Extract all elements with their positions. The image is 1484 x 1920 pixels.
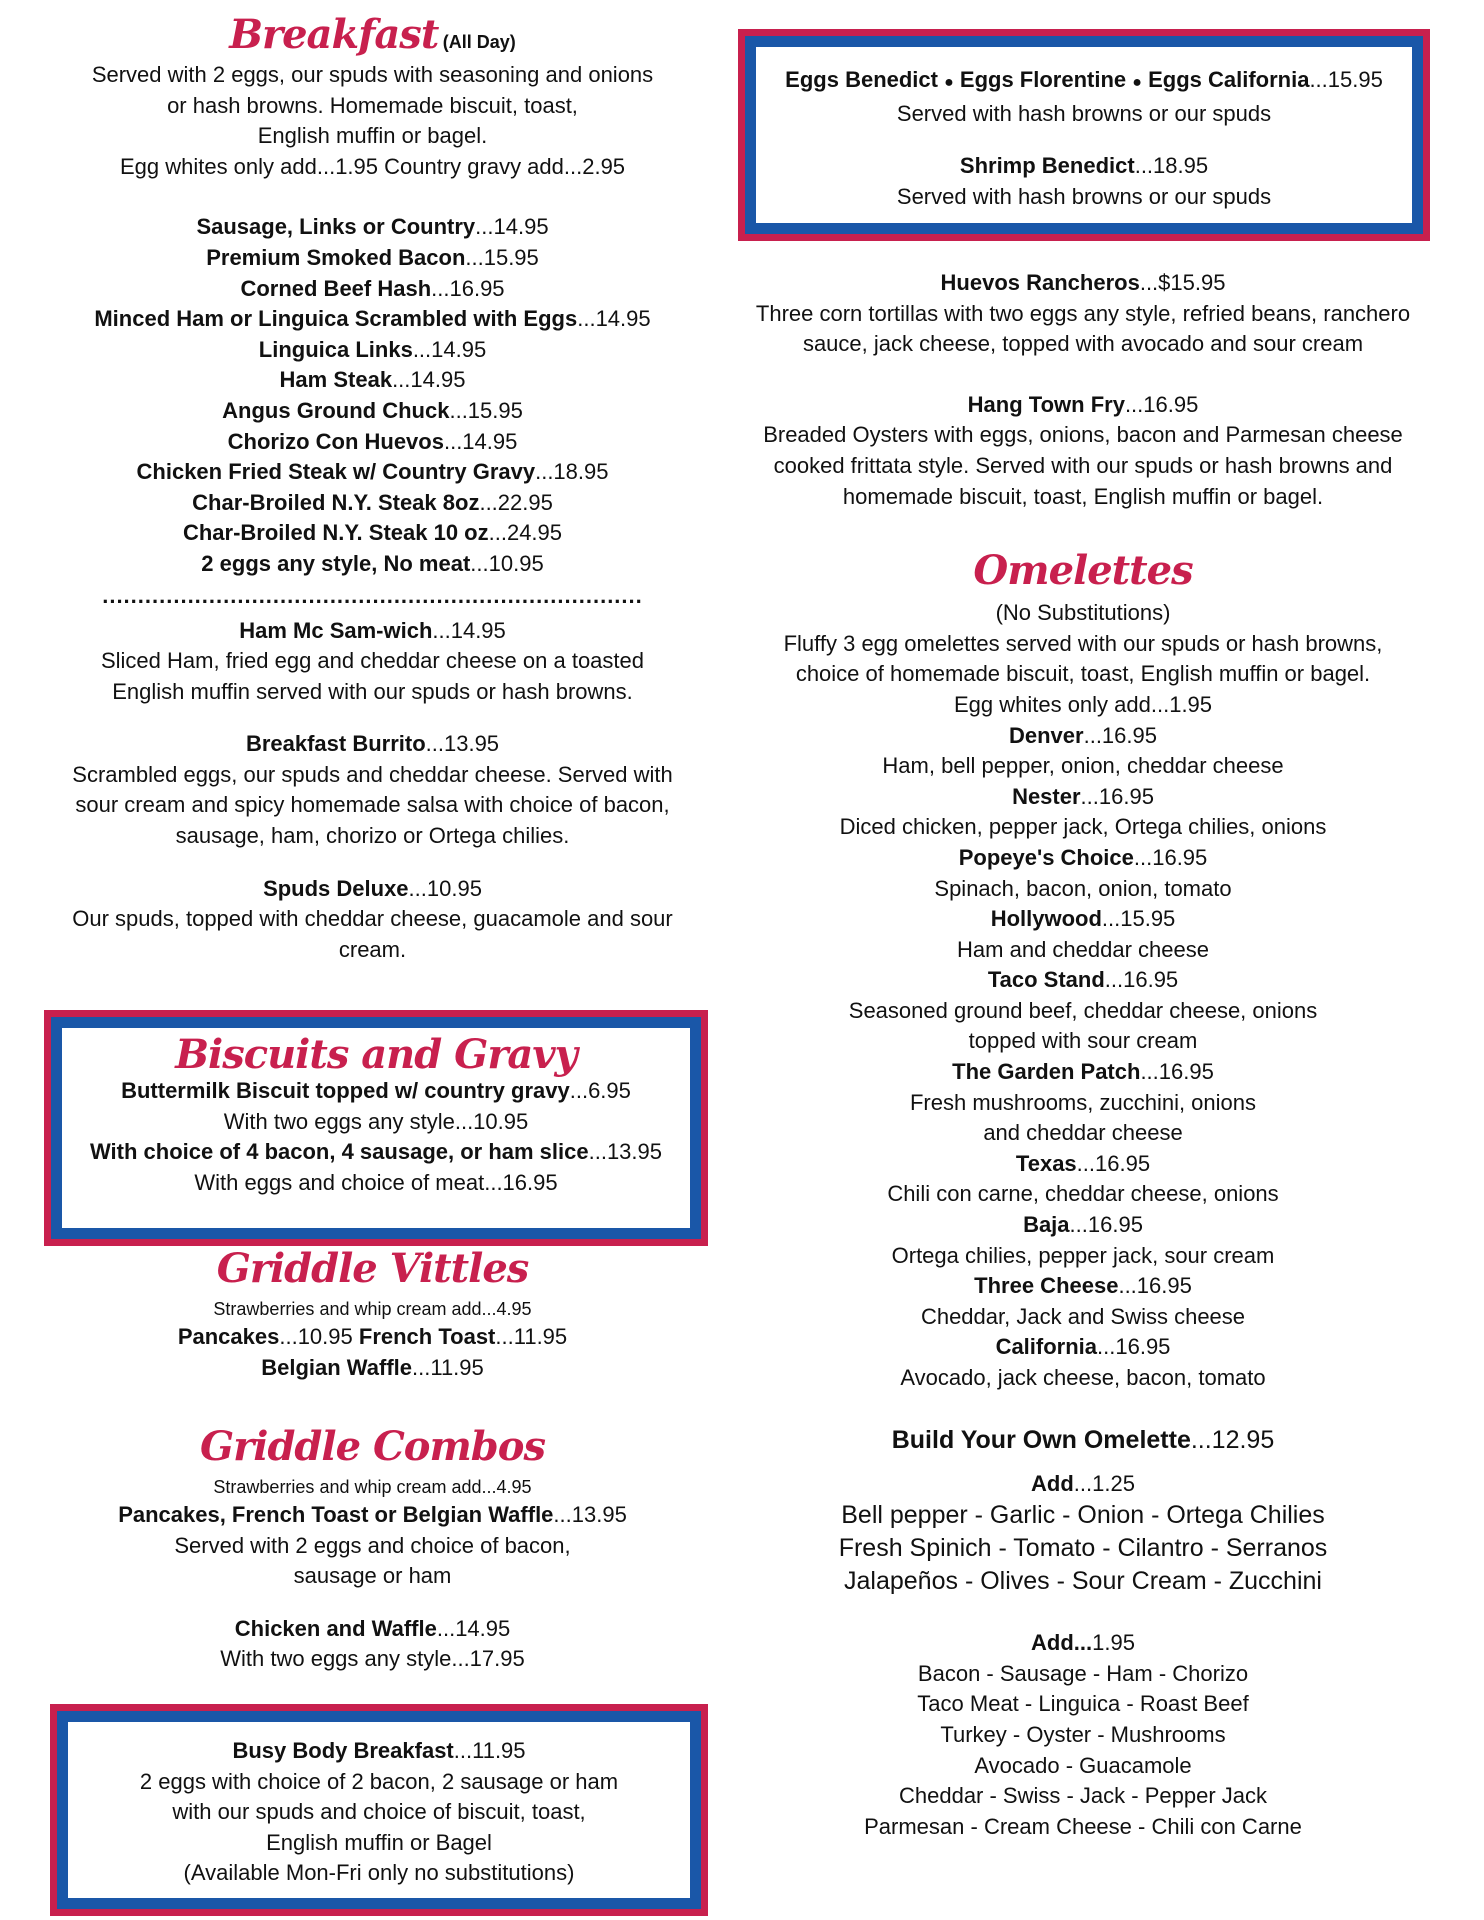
item-desc: With two eggs any style...10.95 [223, 1108, 529, 1134]
benedict-box [738, 29, 1430, 241]
griddle-combos-title: Griddle Combos [200, 1423, 545, 1470]
item-name: Hang Town Fry [967, 391, 1125, 417]
intro-line: choice of homemade biscuit, toast, English muffin or bagel. [795, 661, 1371, 687]
item-price: ...16.95 [1124, 391, 1199, 417]
item-desc: 2 eggs with choice of 2 bacon, 2 sausage or ham [139, 1768, 619, 1794]
intro-line: Served with 2 eggs, our spuds with seasoning and onions [91, 62, 654, 87]
add-price: ...1.25 [1073, 1470, 1135, 1496]
omelette-name: Texas...16.95 [1015, 1150, 1151, 1176]
menu-item: 2 eggs any style, No meat...10.95 [201, 550, 544, 576]
item-price: ...13.95 [553, 1502, 627, 1527]
item-desc: sauce, jack cheese, topped with avocado and sour cream [802, 331, 1364, 357]
omelette-desc: and cheddar cheese [983, 1120, 1183, 1146]
item-desc: sausage or ham [293, 1563, 452, 1589]
item-desc: with our spuds and choice of biscuit, toast, [172, 1799, 586, 1825]
item-price: ...18.95 [1134, 153, 1209, 179]
omelette-name: The Garden Patch...16.95 [952, 1059, 1214, 1085]
menu-item: Char-Broiled N.Y. Steak 8oz...22.95 [192, 489, 553, 515]
intro-line: (No Substitutions) [995, 600, 1171, 626]
right-column [738, 268, 1428, 1842]
item-desc: Breaded Oysters with eggs, onions, bacon and Parmesan cheese [763, 422, 1403, 448]
item-name: Eggs California [1148, 67, 1310, 92]
item-name: Eggs Florentine [959, 67, 1127, 92]
intro-line: English muffin or bagel. [257, 123, 488, 149]
item-price: ...15.95 [1309, 67, 1383, 92]
addon-line: Jalapeños - Olives - Sour Cream - Zucchini [844, 1567, 1322, 1596]
busy-body-box [50, 1704, 708, 1916]
bullet-icon: ● [944, 74, 954, 91]
menu-item: Chicken Fried Steak w/ Country Gravy...18.95 [136, 459, 609, 485]
item-name: With choice of 4 bacon, 4 sausage, or ham slice [89, 1139, 589, 1165]
item-name: Spuds Deluxe [263, 875, 409, 901]
item-desc: Scrambled eggs, our spuds and cheddar cheese. Served with [72, 761, 673, 787]
menu-item: Minced Ham or Linguica Scrambled with Eggs...14.95 [94, 306, 651, 332]
item-desc: With eggs and choice of meat...16.95 [194, 1169, 558, 1195]
omelette-list [738, 721, 1428, 1394]
omelette-desc: Chili con carne, cheddar cheese, onions [887, 1181, 1279, 1207]
addon-line: Cheddar - Swiss - Jack - Pepper Jack [898, 1783, 1268, 1809]
griddle-vittles [40, 1246, 705, 1383]
item-desc: (Available Mon-Fri only no substitutions) [183, 1860, 575, 1886]
item-name: Build Your Own Omelette [891, 1425, 1191, 1454]
omelette-desc: Avocado, jack cheese, bacon, tomato [900, 1365, 1266, 1390]
item-name: Shrimp Benedict [959, 153, 1135, 179]
add-note: Strawberries and whip cream add...4.95 [213, 1299, 532, 1319]
omelette-name: Popeye's Choice...16.95 [958, 844, 1208, 870]
item-name: Huevos Rancheros [940, 270, 1140, 295]
breakfast-title: Breakfast [229, 11, 439, 58]
menu-item: Corned Beef Hash...16.95 [240, 275, 505, 301]
menu-item: Angus Ground Chuck...15.95 [222, 397, 523, 423]
item-price: ...14.95 [436, 1615, 511, 1641]
spuds-deluxe [40, 874, 705, 966]
item-name: Belgian Waffle [261, 1354, 412, 1380]
intro-line: Fluffy 3 egg omelettes served with our spuds or hash browns, [783, 630, 1383, 656]
omelette-desc: Seasoned ground beef, cheddar cheese, onions [848, 997, 1318, 1023]
omelette-name: Baja...16.95 [1023, 1212, 1143, 1238]
item-desc: sour cream and spicy homemade salsa with choice of bacon, [75, 792, 670, 818]
omelettes-intro [738, 598, 1428, 720]
omelette-desc: Ortega chilies, pepper jack, sour cream [891, 1242, 1275, 1268]
build-your-own [738, 1424, 1428, 1843]
griddle-vittles-title: Griddle Vittles [216, 1245, 529, 1292]
item-price: ...6.95 [569, 1078, 631, 1103]
intro-line: Egg whites only add...1.95 Country gravy add...2.95 [119, 153, 626, 179]
item-name: Buttermilk Biscuit topped w/ country gravy [121, 1078, 570, 1103]
item-price: ...10.95 [279, 1324, 359, 1349]
omelette-desc: Diced chicken, pepper jack, Ortega chilies, onions [839, 814, 1327, 840]
item-desc: sausage, ham, chorizo or Ortega chilies. [175, 823, 570, 849]
item-desc: Our spuds, topped with cheddar cheese, guacamole and sour [72, 906, 673, 932]
omelette-name: Denver...16.95 [1009, 722, 1157, 748]
intro-line: or hash browns. Homemade biscuit, toast, [167, 92, 578, 118]
omelette-desc: topped with sour cream [968, 1028, 1198, 1054]
add-label: Add [1031, 1470, 1074, 1496]
add-price: 1.95 [1092, 1630, 1135, 1656]
addon-line: Bell pepper - Garlic - Onion - Ortega Chilies [841, 1501, 1325, 1530]
item-price: ...11.95 [412, 1354, 484, 1380]
omelette-name: Hollywood...15.95 [990, 906, 1176, 932]
item-name: French Toast [358, 1324, 496, 1349]
addon-line: Turkey - Oyster - Mushrooms [940, 1721, 1226, 1747]
item-price: ...12.95 [1190, 1425, 1275, 1454]
addon-line: Bacon - Sausage - Ham - Chorizo [917, 1660, 1249, 1686]
omelette-desc: Cheddar, Jack and Swiss cheese [920, 1303, 1246, 1329]
item-name: Ham Mc Sam-wich [239, 617, 433, 643]
addon-line: Fresh Spinich - Tomato - Cilantro - Serranos [838, 1534, 1328, 1563]
item-desc: English muffin served with our spuds or hash browns. [112, 678, 633, 704]
menu-item: Ham Steak...14.95 [279, 367, 466, 393]
biscuits-gravy-title: Biscuits and Gravy [175, 1031, 577, 1078]
item-price: ...$15.95 [1139, 270, 1226, 295]
omelettes-title: Omelettes [973, 547, 1193, 595]
breakfast-burrito [40, 729, 705, 851]
item-name: Eggs Benedict [785, 67, 938, 92]
bullet-icon: ● [1132, 74, 1142, 91]
left-column [40, 0, 705, 965]
huevos-rancheros [738, 268, 1428, 360]
omelette-desc: Fresh mushrooms, zucchini, onions [909, 1089, 1257, 1115]
breakfast-subtitle: (All Day) [442, 32, 516, 52]
intro-line: Egg whites only add...1.95 [953, 691, 1213, 717]
dotted-divider: ............................................................................ [102, 583, 643, 608]
item-desc: homemade biscuit, toast, English muffin or bagel. [842, 483, 1324, 509]
item-desc: Sliced Ham, fried egg and cheddar cheese on a toasted [100, 648, 645, 674]
menu-item: Chorizo Con Huevos...14.95 [227, 428, 518, 454]
item-price: ...13.95 [425, 731, 500, 757]
breakfast-heading [40, 12, 705, 60]
add-note: Strawberries and whip cream add...4.95 [213, 1477, 532, 1497]
omelette-name: Three Cheese...16.95 [974, 1273, 1192, 1299]
omelette-desc: Ham and cheddar cheese [957, 936, 1209, 962]
breakfast-items [40, 212, 705, 579]
item-price: ...11.95 [453, 1738, 526, 1763]
omelette-desc: Ham, bell pepper, onion, cheddar cheese [882, 753, 1284, 779]
item-desc: Served with hash browns or our spuds [896, 183, 1272, 209]
item-price: ...13.95 [588, 1139, 662, 1165]
menu-item: Char-Broiled N.Y. Steak 10 oz...24.95 [182, 520, 563, 546]
addon-line: Parmesan - Cream Cheese - Chili con Carne [864, 1813, 1302, 1839]
omelette-name: California...16.95 [995, 1334, 1171, 1360]
item-desc: cream. [338, 936, 407, 962]
item-name: Pancakes [177, 1324, 280, 1349]
item-desc: English muffin or Bagel [266, 1829, 492, 1855]
menu-item: Linguica Links...14.95 [258, 336, 487, 362]
addon-line: Taco Meat - Linguica - Roast Beef [917, 1691, 1249, 1717]
item-price: ...11.95 [495, 1324, 568, 1349]
item-name: Breakfast Burrito [245, 731, 426, 757]
item-desc: Served with hash browns or our spuds [896, 100, 1272, 126]
item-desc: Three corn tortillas with two eggs any style, refried beans, ranchero [755, 300, 1411, 326]
item-desc: cooked frittata style. Served with our spuds or hash browns and [773, 452, 1393, 478]
item-desc: Served with 2 eggs and choice of bacon, [174, 1532, 571, 1558]
addon-line: Avocado - Guacamole [974, 1752, 1192, 1778]
item-name: Chicken and Waffle [234, 1615, 437, 1641]
omelette-name: Taco Stand...16.95 [987, 967, 1179, 993]
item-name: Pancakes, French Toast or Belgian Waffle [118, 1502, 554, 1527]
breakfast-intro [40, 60, 705, 182]
menu-item: Sausage, Links or Country...14.95 [196, 214, 549, 240]
menu-item: Premium Smoked Bacon...15.95 [206, 244, 539, 270]
ham-mc-samwich [40, 616, 705, 708]
griddle-combos [40, 1424, 705, 1675]
item-desc: With two eggs any style...17.95 [220, 1646, 525, 1672]
biscuits-gravy-box [44, 1010, 708, 1246]
item-name: Busy Body Breakfast [232, 1738, 454, 1763]
add-label: Add... [1031, 1630, 1093, 1656]
omelette-name: Nester...16.95 [1012, 783, 1154, 809]
omelette-desc: Spinach, bacon, onion, tomato [934, 875, 1232, 901]
hang-town-fry [738, 390, 1428, 512]
item-price: ...14.95 [432, 617, 506, 643]
item-price: ...10.95 [408, 875, 482, 901]
